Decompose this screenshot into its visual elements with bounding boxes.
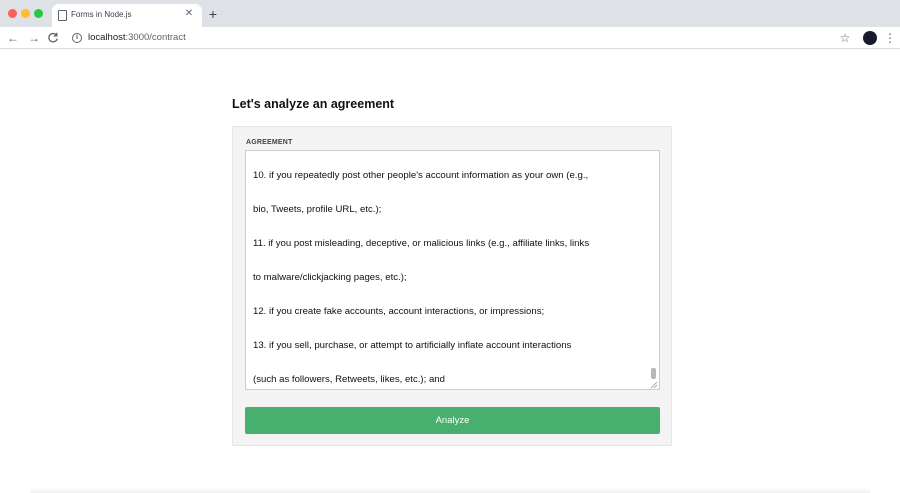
page-title: Let's analyze an agreement xyxy=(232,97,395,111)
bookmark-star-icon[interactable]: ☆ xyxy=(839,31,851,45)
text-line: 13. if you sell, purchase, or attempt to artificially inflate account interactions xyxy=(253,339,572,351)
agreement-form xyxy=(232,126,672,446)
tab-title: Forms in Node.js xyxy=(71,10,132,19)
agreement-text xyxy=(253,150,643,390)
textarea-scrollbar[interactable] xyxy=(651,368,656,379)
close-window-button[interactable] xyxy=(8,9,17,18)
minimize-window-button[interactable] xyxy=(21,9,30,18)
browser-tab[interactable] xyxy=(52,4,202,27)
resize-grip-icon[interactable] xyxy=(650,381,658,389)
profile-avatar[interactable] xyxy=(863,31,877,45)
site-info-icon[interactable]: i xyxy=(72,33,82,43)
url-path: :3000/contract xyxy=(125,32,186,43)
address-bar[interactable] xyxy=(88,32,186,43)
menu-kebab-icon[interactable]: ⋮ xyxy=(884,31,896,45)
new-tab-button[interactable]: + xyxy=(208,6,218,22)
forward-icon[interactable]: → xyxy=(28,31,40,45)
close-tab-icon[interactable]: ✕ xyxy=(184,8,194,19)
analyze-button[interactable]: Analyze xyxy=(245,407,660,434)
page-bottom-shadow xyxy=(30,487,870,493)
browser-toolbar xyxy=(0,27,900,49)
text-line: bio, Tweets, profile URL, etc.); xyxy=(253,203,382,215)
agreement-label: AGREEMENT xyxy=(246,139,293,146)
page-icon xyxy=(58,10,67,21)
text-line: 10. if you repeatedly post other people's account information as your own (e.g., xyxy=(253,169,589,181)
text-line: to malware/clickjacking pages, etc.); xyxy=(253,271,407,283)
url-host: localhost xyxy=(88,32,126,43)
text-line: (such as followers, Retweets, likes, etc.); and xyxy=(253,373,445,385)
maximize-window-button[interactable] xyxy=(34,9,43,18)
reload-icon[interactable] xyxy=(45,30,61,46)
text-line: 11. if you post misleading, deceptive, or malicious links (e.g., affiliate links, links xyxy=(253,237,590,249)
back-icon[interactable]: ← xyxy=(7,31,19,45)
tab-strip xyxy=(0,0,900,27)
agreement-textarea[interactable] xyxy=(245,150,660,390)
text-line: 12. if you create fake accounts, account interactions, or impressions; xyxy=(253,305,545,317)
